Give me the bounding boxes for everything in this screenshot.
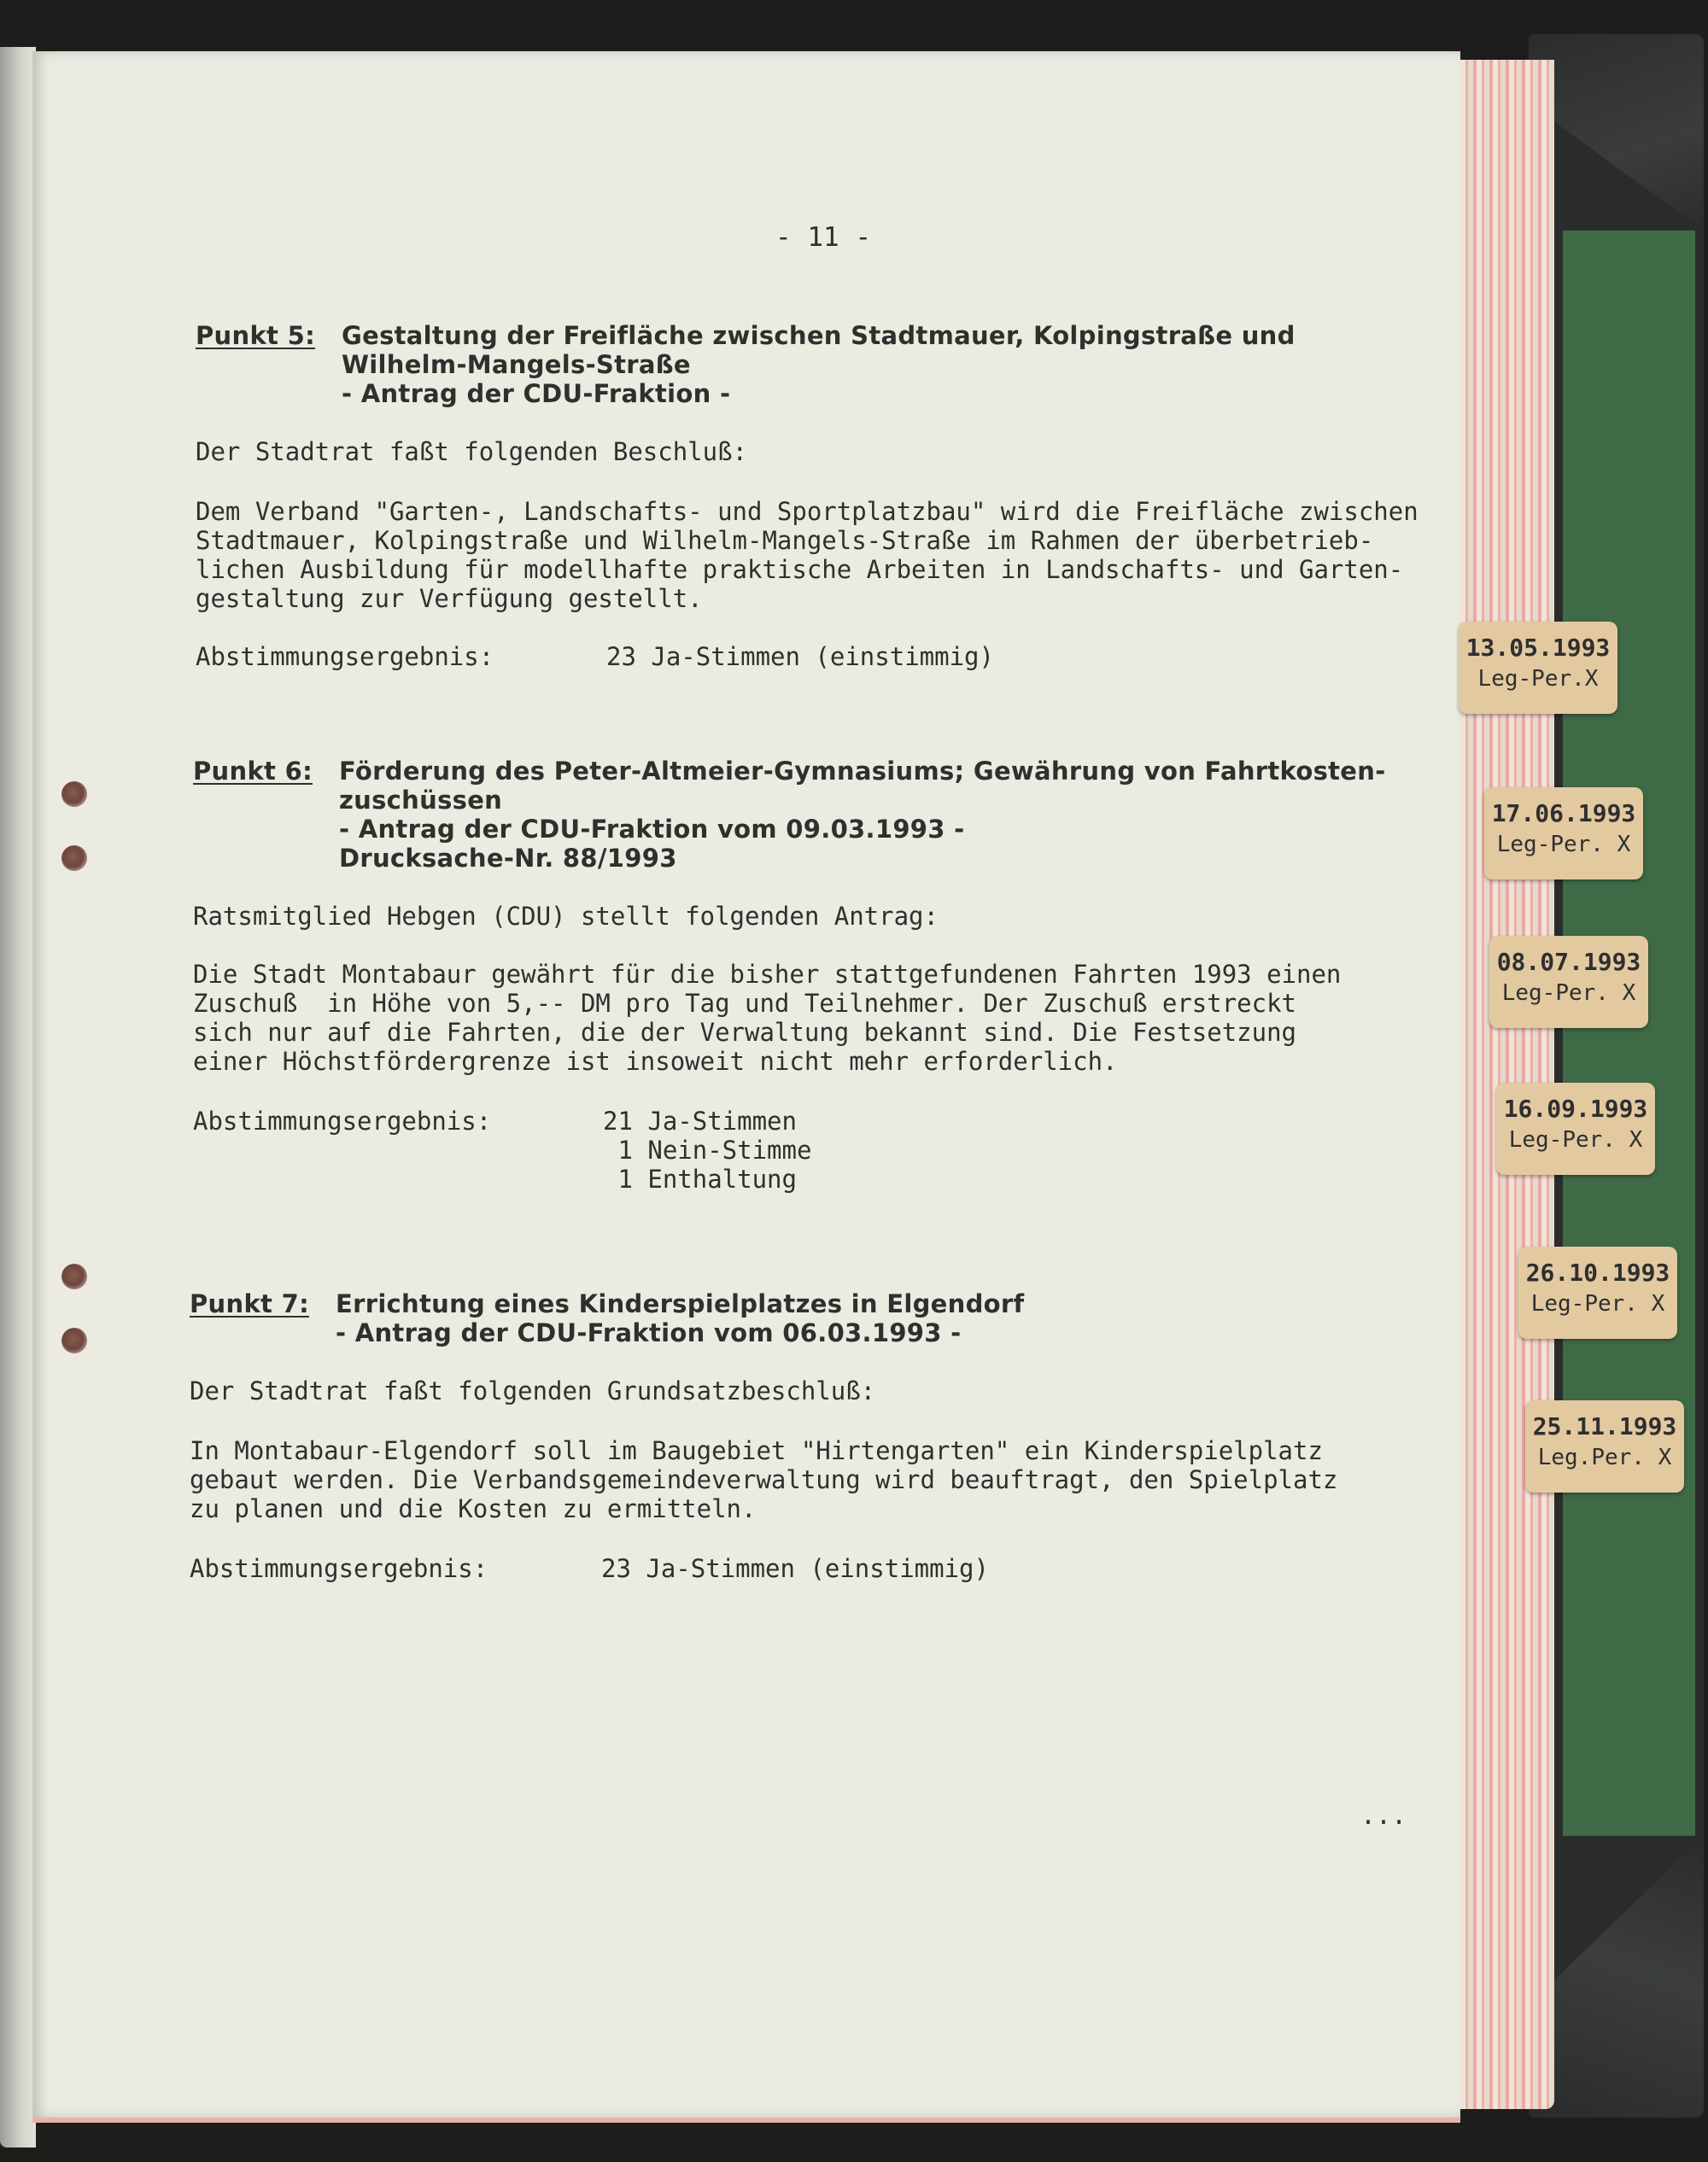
tab-date: 08.07.1993 [1496,948,1641,976]
item-label: Punkt 7: [190,1289,309,1318]
item-label: Punkt 6: [193,757,313,786]
item-body-line: Zuschuß in Höhe von 5,-- DM pro Tag und Teilnehmer. Der Zuschuß erstreckt [193,989,1297,1018]
tab-date: 16.09.1993 [1503,1095,1648,1123]
item-intro: Ratsmitglied Hebgen (CDU) stellt folgenden Antrag: [193,902,939,931]
item-title-line: Drucksache-Nr. 88/1993 [339,844,677,873]
tab-date: 13.05.1993 [1465,634,1611,662]
continuation-mark: ... [1360,1801,1407,1831]
date-tab[interactable] [1489,936,1648,1028]
item-body-line: lichen Ausbildung für modellhafte praktische Arbeiten in Landschafts- und Garten- [196,555,1404,584]
tab-date: 17.06.1993 [1491,799,1636,827]
item-title-line: - Antrag der CDU-Fraktion vom 06.03.1993 - [336,1318,962,1347]
vote-result: 23 Ja-Stimmen (einstimmig) [601,1554,989,1583]
date-tab[interactable] [1525,1400,1684,1493]
item-body-line: In Montabaur-Elgendorf soll im Baugebiet "Hirtengarten" ein Kinderspielplatz [190,1436,1323,1465]
vote-result: 1 Nein-Stimme [603,1136,812,1165]
vote-result: 21 Ja-Stimmen [603,1107,797,1136]
date-tab[interactable] [1496,1083,1655,1175]
item-title-line: Errichtung eines Kinderspielplatzes in Elgendorf [336,1289,1025,1318]
tab-date: 25.11.1993 [1532,1412,1677,1440]
item-title-line: zuschüssen [339,786,503,815]
date-tab[interactable] [1484,787,1643,879]
punch-hole [61,1328,87,1353]
tab-leg-period: Leg.Per. X [1537,1445,1672,1470]
punch-hole [61,845,87,871]
vote-label: Abstimmungsergebnis: [190,1554,488,1583]
tab-leg-period: Leg-Per. X [1508,1127,1643,1153]
tab-leg-period: Leg-Per. X [1530,1291,1665,1317]
date-tab[interactable] [1518,1247,1677,1339]
item-label: Punkt 5: [196,321,315,350]
document-page [32,51,1460,2123]
binder-cover [1529,34,1704,2118]
item-body-line: Stadtmauer, Kolpingstraße und Wilhelm-Mangels-Straße im Rahmen der überbetrieb- [196,526,1374,555]
punch-hole [61,781,87,807]
item-intro: Der Stadtrat faßt folgenden Beschluß: [196,437,748,466]
cover-cloth [1563,231,1695,1836]
tab-leg-period: Leg-Per. X [1501,980,1636,1006]
item-title-line: - Antrag der CDU-Fraktion vom 09.03.1993 - [339,815,965,844]
item-body-line: sich nur auf die Fahrten, die der Verwaltung bekannt sind. Die Festsetzung [193,1018,1297,1047]
page-number: - 11 - [775,222,871,253]
vote-label: Abstimmungsergebnis: [196,642,494,671]
left-page-edge [0,47,36,2147]
vote-label: Abstimmungsergebnis: [193,1107,492,1136]
item-title-line: Wilhelm-Mangels-Straße [342,350,691,379]
cover-corner-top [1529,34,1704,231]
item-intro: Der Stadtrat faßt folgenden Grundsatzbeschluß: [190,1376,876,1405]
item-title-line: Gestaltung der Freifläche zwischen Stadtmauer, Kolpingstraße und [342,321,1296,350]
item-body-line: gebaut werden. Die Verbandsgemeindeverwaltung wird beauftragt, den Spielplatz [190,1465,1338,1494]
cover-corner-bottom [1529,1836,1704,2118]
item-title-line: Förderung des Peter-Altmeier-Gymnasiums; Gewährung von Fahrtkosten- [339,757,1386,786]
date-tab[interactable] [1459,622,1617,714]
item-title-line: - Antrag der CDU-Fraktion - [342,379,731,408]
vote-result: 23 Ja-Stimmen (einstimmig) [606,642,994,671]
item-body-line: Die Stadt Montabaur gewährt für die bisher stattgefundenen Fahrten 1993 einen [193,960,1342,989]
tab-leg-period: Leg-Per. X [1496,832,1631,857]
item-body-line: Dem Verband "Garten-, Landschafts- und Sportplatzbau" wird die Freifläche zwischen [196,497,1418,526]
punch-hole [61,1264,87,1289]
item-body-line: gestaltung zur Verfügung gestellt. [196,584,703,613]
item-body-line: zu planen und die Kosten zu ermitteln. [190,1494,757,1523]
item-body-line: einer Höchstfördergrenze ist insoweit nicht mehr erforderlich. [193,1047,1118,1076]
tab-leg-period: Leg-Per.X [1477,666,1599,692]
vote-result: 1 Enthaltung [603,1165,797,1194]
tab-date: 26.10.1993 [1525,1259,1670,1287]
